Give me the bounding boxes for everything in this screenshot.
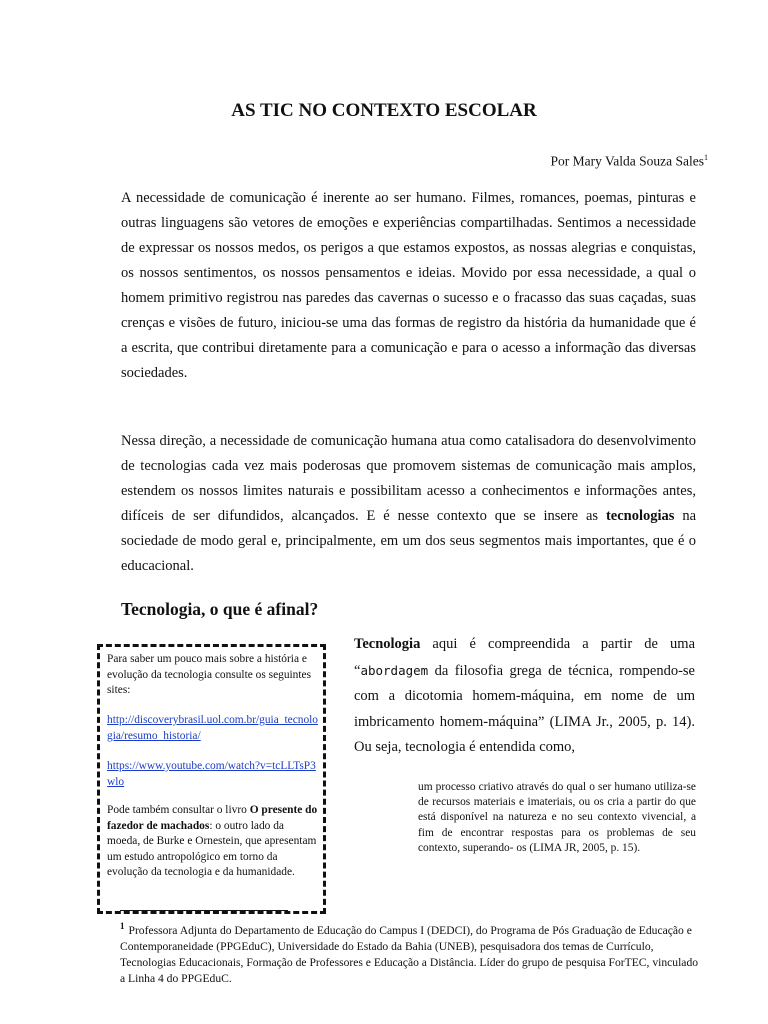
block-quote: um processo criativo através do qual o ser humano utiliza-se de recursos materiais e imateriais, ou os cria a partir do que está disponível na natureza e no seu contexto vivencial, a fim de encontrar respostas para os problemas de seu contexto, superando- os (LIMA JR, 2005, p. 15).	[418, 781, 696, 854]
p2-bold-term: tecnologias	[605, 508, 675, 524]
author-name: Por Mary Valda Souza Sales	[550, 153, 704, 169]
p2-text-before: Nessa direção, a necessidade de comunicação humana atua como catalisadora do desenvolvimento de tecnologias cada vez mais poderosas que promovem sistemas de comunicação mais amplos, estendem os nossos limites naturais e possibilitam acesso a conhecimentos e informações antes, difíceis de ser difundidos, alcançados. E é nesse contexto que se insere as	[121, 433, 696, 524]
footnote-divider	[120, 910, 288, 911]
document-title: AS TIC NO CONTEXTO ESCOLAR	[231, 100, 537, 121]
footnote-number: 1	[120, 921, 125, 931]
sidebar-link-youtube[interactable]: https://www.youtube.com/watch?v=tcLLTsP3wlo	[107, 760, 316, 788]
author-line	[551, 153, 708, 170]
sidebar-book-note	[107, 803, 318, 881]
definition-text-1: aqui é compreendida a partir de uma “	[354, 636, 695, 679]
paragraph-technology-context	[121, 429, 696, 579]
book-title: O presente do fazedor de machados	[107, 804, 318, 832]
definition-term: Tecnologia	[354, 636, 421, 652]
paragraph-technology-definition	[354, 632, 695, 761]
book-text-after: : o outro lado da moeda, de Burke e Ornestein, que apresentam um estudo antropológico em torno da evolução da tecnologia e da humanidade.	[107, 819, 317, 878]
sidebar-intro: Para saber um pouco mais sobre a história e evolução da tecnologia consulte os seguintes sites:	[107, 653, 312, 696]
paragraph-intro: A necessidade de comunicação é inerente ao ser humano. Filmes, romances, poemas, pinturas e outras linguagens são vetores de emoções e experiências compartilhadas. Sentimos a necessidade de expressar os nossos medos, os perigos a que estamos expostos, as nossas alegrias e conquistas, os nossos sentimentos, os nossos pensamentos e ideias. Movido por essa necessidade, a qual o homem primitivo registrou nas paredes das cavernas o sucesso e o fracasso das suas caçadas, suas crenças e visões de futuro, iniciou-se uma das formas de registro da história da humanidade que é a escrita, que contribui diretamente para a comunicação e para o acesso a informação das diversas sociedades.	[121, 190, 696, 381]
book-text-before: Pode também consultar o livro	[107, 804, 250, 816]
section-heading: Tecnologia, o que é afinal?	[121, 599, 319, 619]
definition-text-2: da filosofia grega de técnica, rompendo-se com a dicotomia homem-máquina, em nome de um imbricamento homem-máquina” (LIMA Jr., 2005, p. 14). Ou seja, tecnologia é entendida como,	[354, 662, 695, 755]
sidebar-link-discovery[interactable]: http://discoverybrasil.uol.com.br/guia_tecnologia/resumo_historia/	[107, 714, 318, 742]
definition-mono-word: abordagem	[360, 662, 429, 678]
footnote-text: Professora Adjunta do Departamento de Educação do Campus I (DEDCI), do Programa de Pós Graduação de Educação e Contemporaneidade (PPGEduC), Universidade do Estado da Bahia (UNEB), pesquisadora dos temas de Currículo, Tecnologias Educacionais, Formação de Professores e Educação a Distância. Líder do grupo de pesquisa ForTEC, vinculado a Linha 4 do PPGEduC.	[120, 923, 699, 985]
p2-text-after: na sociedade de modo geral e, principalmente, em um dos seus segmentos mais importantes, que é o educacional.	[121, 508, 697, 574]
footnote	[120, 918, 700, 987]
author-footnote-ref[interactable]: 1	[704, 153, 708, 162]
